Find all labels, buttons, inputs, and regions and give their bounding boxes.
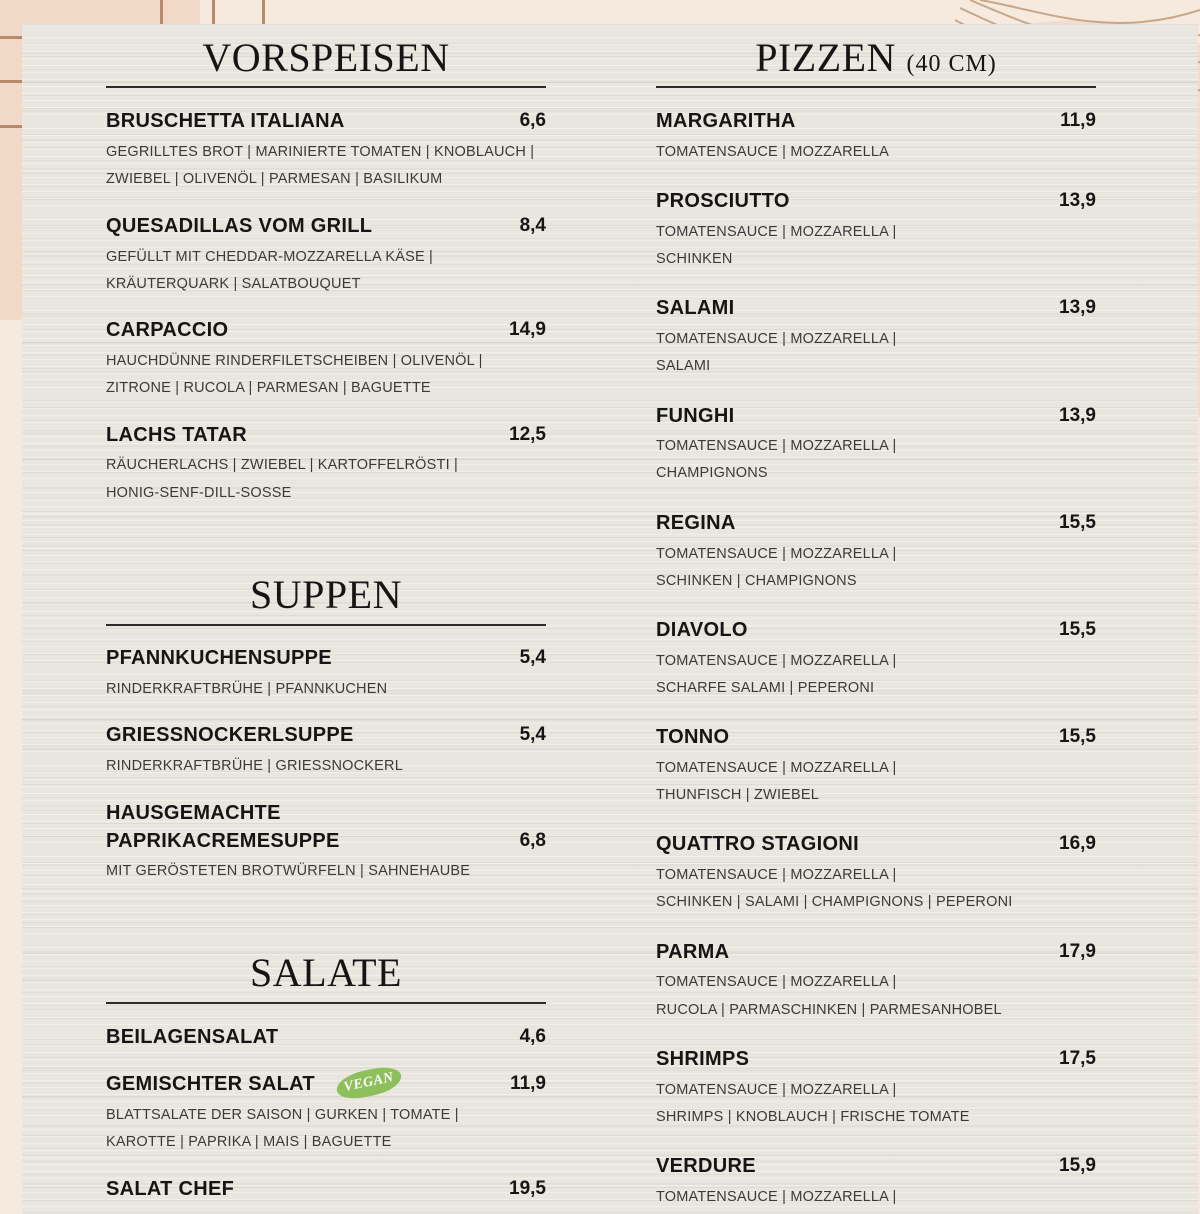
section-divider: [106, 1002, 546, 1004]
item-price: 15,5: [1059, 726, 1096, 747]
decorative-grid-line: [160, 0, 163, 24]
item-price: 11,9: [510, 1073, 546, 1094]
item-name: BEILAGENSALAT: [106, 1026, 279, 1048]
item-description: TOMATENSAUCE | MOZZARELLA |: [656, 653, 897, 669]
item-price: 13,9: [1059, 405, 1096, 426]
item-price: 15,5: [1059, 619, 1096, 640]
item-name: SALAT CHEF: [106, 1178, 235, 1200]
item-description: RUCOLA | PARMASCHINKEN | PARMESANHOBEL: [656, 1002, 1002, 1018]
item-name: MARGARITHA: [656, 110, 796, 132]
item-description: ZITRONE | RUCOLA | PARMESAN | BAGUETTE: [106, 380, 431, 396]
menu-board: [22, 24, 1198, 1214]
item-description: THUNFISCH | ZWIEBEL: [656, 787, 820, 803]
item-price: 15,9: [1059, 1155, 1096, 1176]
item-name: PAPRIKACREMESUPPE: [106, 830, 340, 852]
item-name: PROSCIUTTO: [656, 190, 790, 212]
decorative-grid-line: [262, 0, 265, 24]
item-name: PARMA: [656, 941, 730, 963]
item-description: TOMATENSAUCE | MOZZARELLA |: [656, 1189, 897, 1205]
item-name: CARPACCIO: [106, 319, 229, 341]
item-description: SCHARFE SALAMI | PEPERONI: [656, 680, 875, 696]
item-price: 17,5: [1059, 1048, 1096, 1069]
item-name: LACHS TATAR: [106, 424, 248, 446]
section-title-suffix: (40 CM): [906, 51, 997, 77]
section-title: SUPPEN: [250, 572, 402, 617]
item-description: TOMATENSAUCE | MOZZARELLA |: [656, 1082, 897, 1098]
item-name: GRIESSNOCKERLSUPPE: [106, 724, 354, 746]
vegan-badge: VEGAN: [334, 1063, 404, 1102]
item-name: SHRIMPS: [656, 1048, 750, 1070]
item-name: QUESADILLAS VOM GRILL: [106, 215, 373, 237]
item-price: 17,9: [1059, 941, 1096, 962]
item-price: 13,9: [1059, 297, 1096, 318]
item-description: CHAMPIGNONS: [656, 465, 768, 481]
item-description: SHRIMPS | KNOBLAUCH | FRISCHE TOMATE: [656, 1109, 970, 1125]
decorative-grid-line: [0, 36, 22, 39]
section-title: [656, 35, 1096, 80]
item-description: SCHINKEN: [656, 251, 733, 267]
section-title-main: PIZZEN: [755, 35, 896, 80]
item-description: ZWIEBEL | OLIVENÖL | PARMESAN | BASILIKUM: [106, 171, 443, 187]
item-name: VERDURE: [656, 1155, 756, 1177]
item-price: 5,4: [519, 724, 546, 745]
item-description: TOMATENSAUCE | MOZZARELLA |: [656, 546, 897, 562]
item-description: HAUCHDÜNNE RINDERFILETSCHEIBEN | OLIVENÖL |: [106, 353, 483, 369]
item-price: 13,9: [1059, 190, 1096, 211]
item-description: SCHINKEN | SALAMI | CHAMPIGNONS | PEPERONI: [656, 894, 1013, 910]
item-name: REGINA: [656, 512, 736, 534]
item-description: SCHINKEN | CHAMPIGNONS: [656, 573, 857, 589]
item-description: TOMATENSAUCE | MOZZARELLA: [656, 144, 890, 160]
item-price: 14,9: [509, 319, 546, 340]
item-description: KRÄUTERQUARK | SALATBOUQUET: [106, 276, 361, 292]
item-price: 8,4: [519, 215, 546, 236]
item-name: TONNO: [656, 726, 730, 748]
item-price: 16,9: [1059, 833, 1096, 854]
item-description: RINDERKRAFTBRÜHE | GRIESSNOCKERL: [106, 758, 403, 774]
item-description: TOMATENSAUCE | MOZZARELLA |: [656, 974, 897, 990]
item-description: TOMATENSAUCE | MOZZARELLA |: [656, 438, 897, 454]
item-description: TOMATENSAUCE | MOZZARELLA |: [656, 224, 897, 240]
section-divider: [106, 86, 546, 88]
item-description: BLATTSALATE DER SAISON | GURKEN | TOMATE |: [106, 1107, 459, 1123]
section-title: SALATE: [250, 950, 402, 995]
item-description: GEFÜLLT MIT CHEDDAR-MOZZARELLA KÄSE |: [106, 249, 434, 265]
item-name: HAUSGEMACHTE: [106, 802, 281, 824]
item-description: TOMATENSAUCE | MOZZARELLA |: [656, 331, 897, 347]
decorative-grid-line: [0, 80, 22, 83]
item-name: DIAVOLO: [656, 619, 748, 641]
item-name: FUNGHI: [656, 405, 735, 427]
item-price: 19,5: [509, 1178, 546, 1199]
item-description: TOMATENSAUCE | MOZZARELLA |: [656, 760, 897, 776]
item-price: 5,4: [519, 647, 546, 668]
item-description: RÄUCHERLACHS | ZWIEBEL | KARTOFFELRÖSTI |: [106, 457, 458, 473]
item-price: 11,9: [1060, 110, 1096, 131]
item-price: 12,5: [509, 424, 546, 445]
item-description: RINDERKRAFTBRÜHE | PFANNKUCHEN: [106, 681, 388, 697]
section-divider: [656, 86, 1096, 88]
decorative-grid-line: [0, 125, 22, 128]
item-name: BRUSCHETTA ITALIANA: [106, 110, 345, 132]
item-name: GEMISCHTER SALAT: [106, 1073, 315, 1095]
item-name: SALAMI: [656, 297, 735, 319]
item-name: PFANNKUCHENSUPPE: [106, 647, 332, 669]
item-price: 4,6: [519, 1026, 546, 1047]
item-description: MIT GERÖSTETEN BROTWÜRFELN | SAHNEHAUBE: [106, 863, 471, 879]
item-price: 6,6: [519, 110, 546, 131]
item-price: 15,5: [1059, 512, 1096, 533]
item-description: TOMATENSAUCE | MOZZARELLA |: [656, 867, 897, 883]
section-title: VORSPEISEN: [202, 35, 450, 80]
item-description: KAROTTE | PAPRIKA | MAIS | BAGUETTE: [106, 1134, 392, 1150]
item-name: QUATTRO STAGIONI: [656, 833, 859, 855]
item-price: 6,8: [519, 830, 546, 851]
item-description: SALAMI: [656, 358, 711, 374]
item-description: GEGRILLTES BROT | MARINIERTE TOMATEN | KNOBLAUCH |: [106, 144, 535, 160]
decorative-grid-line: [212, 0, 215, 24]
item-description: HONIG-SENF-DILL-SOSSE: [106, 485, 292, 501]
section-divider: [106, 624, 546, 626]
